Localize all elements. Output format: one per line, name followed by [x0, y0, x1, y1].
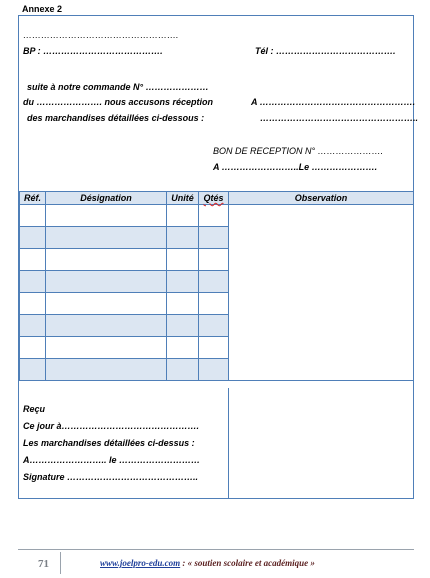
qtes-label: Qtés — [203, 193, 224, 203]
recu-section — [19, 388, 229, 499]
designation-cell[interactable] — [46, 337, 167, 359]
designation-cell[interactable] — [46, 315, 167, 337]
qtes-cell[interactable] — [199, 359, 229, 381]
unite-cell[interactable] — [167, 293, 199, 315]
qtes-cell[interactable] — [199, 205, 229, 227]
website-link[interactable]: www.joelpro-edu.com — [100, 558, 181, 568]
page-number: 71 — [38, 558, 49, 570]
footer-text — [100, 558, 315, 568]
signature-line: Signature …………………………………….. — [23, 472, 199, 482]
ref-cell[interactable] — [20, 315, 46, 337]
designation-cell[interactable] — [46, 227, 167, 249]
qtes-cell[interactable] — [199, 315, 229, 337]
ref-cell[interactable] — [20, 359, 46, 381]
footer-divider — [18, 549, 414, 550]
col-observation-header: Observation — [229, 192, 414, 205]
designation-cell[interactable] — [46, 271, 167, 293]
ref-cell[interactable] — [20, 337, 46, 359]
unite-cell[interactable] — [167, 271, 199, 293]
delivery-receipt-form — [18, 15, 419, 499]
tel-line: Tél : …………………………………. — [255, 46, 396, 56]
ref-cell[interactable] — [20, 227, 46, 249]
ce-jour-line: Ce jour à………………………………………. — [23, 421, 200, 431]
designation-cell[interactable] — [46, 359, 167, 381]
commande-line: suite à notre commande N° ………………… — [27, 82, 209, 92]
col-unite-header: Unité — [167, 192, 199, 205]
a-le-line: A ……………………..Le …………………. — [213, 162, 378, 172]
unite-cell[interactable] — [167, 249, 199, 271]
items-table — [19, 191, 414, 381]
recu-marchandises-line: Les marchandises détaillées ci-dessus : — [23, 438, 195, 448]
marchandises-dots: …………………………………………….. — [260, 113, 419, 123]
designation-cell[interactable] — [46, 249, 167, 271]
unite-cell[interactable] — [167, 205, 199, 227]
col-designation-header: Désignation — [46, 192, 167, 205]
marchandises-line: des marchandises détaillées ci-dessous : — [27, 113, 205, 123]
page-number-separator — [60, 552, 61, 574]
qtes-cell[interactable] — [199, 337, 229, 359]
bon-reception-line: BON DE RECEPTION N° …………………. — [213, 146, 384, 156]
recu-title: Reçu — [23, 404, 46, 414]
table-header-row — [20, 192, 414, 205]
designation-cell[interactable] — [46, 293, 167, 315]
observation-cell[interactable] — [229, 205, 414, 381]
footer-tagline: : « soutien scolaire et académique » — [180, 558, 315, 568]
ref-cell[interactable] — [20, 249, 46, 271]
ref-cell[interactable] — [20, 293, 46, 315]
unite-cell[interactable] — [167, 315, 199, 337]
qtes-cell[interactable] — [199, 249, 229, 271]
unite-cell[interactable] — [167, 359, 199, 381]
qtes-cell[interactable] — [199, 293, 229, 315]
designation-cell[interactable] — [46, 205, 167, 227]
ref-cell[interactable] — [20, 271, 46, 293]
sender-name-line: ……………………………………………. — [23, 30, 179, 40]
unite-cell[interactable] — [167, 227, 199, 249]
annex-label: Annexe 2 — [22, 4, 63, 14]
recu-a-le-line: A…………………….. le ……………………… — [23, 455, 201, 465]
ref-cell[interactable] — [20, 205, 46, 227]
du-line: du …………………. nous accusons réception — [23, 97, 214, 107]
bp-line: BP : …………………………………. — [23, 46, 163, 56]
col-ref-header: Réf. — [20, 192, 46, 205]
a-line: A ……………………………………………. — [251, 97, 416, 107]
table-row — [20, 205, 414, 227]
qtes-cell[interactable] — [199, 227, 229, 249]
unite-cell[interactable] — [167, 337, 199, 359]
qtes-cell[interactable] — [199, 271, 229, 293]
col-qtes-header — [199, 192, 229, 205]
